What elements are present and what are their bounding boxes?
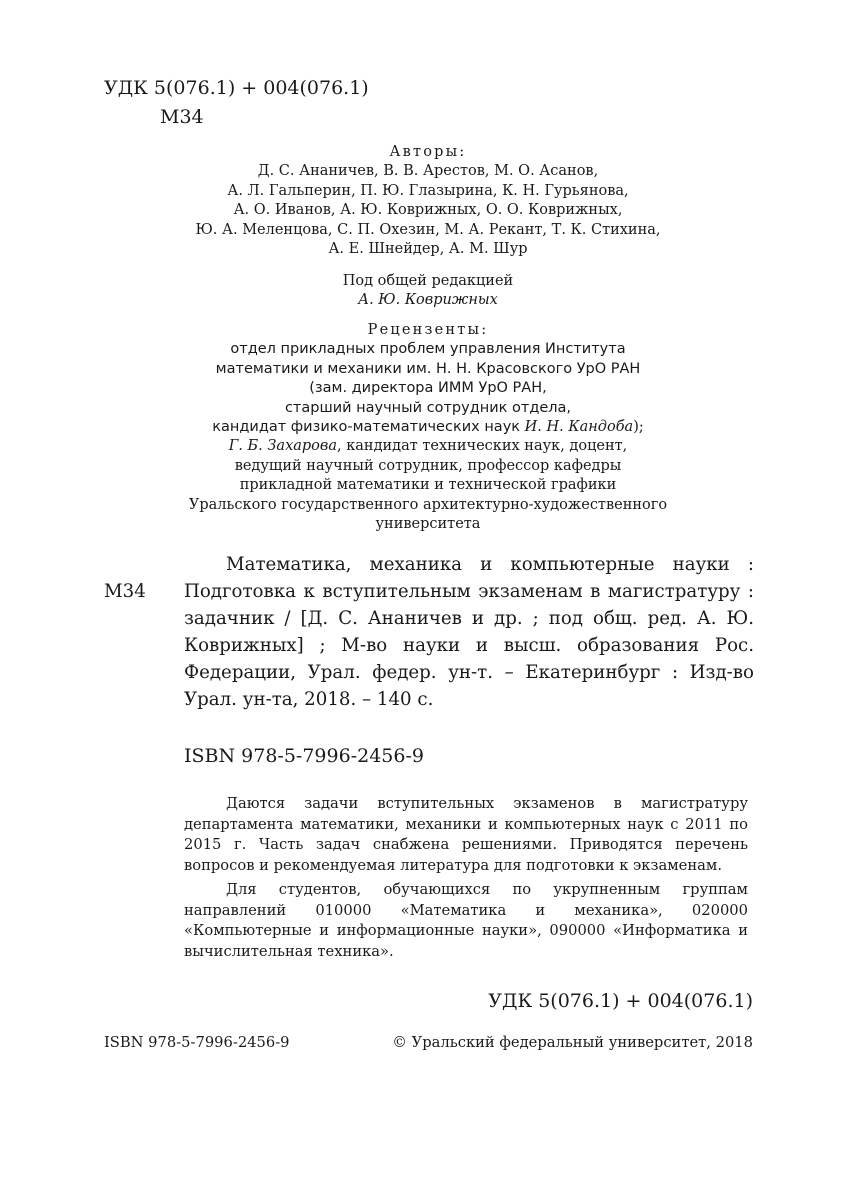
authors-line: А. О. Иванов, А. Ю. Коврижных, О. О. Коврижных,: [233, 202, 623, 219]
editor-section: [104, 272, 752, 311]
authors-line: А. Е. Шнейдер, А. М. Шур: [328, 241, 528, 258]
authors-heading: Авторы:: [389, 144, 467, 160]
reviewer-line: ведущий научный сотрудник, профессор кафедры: [234, 457, 622, 474]
bibliographic-description: [184, 551, 754, 713]
editor-name: А. Ю. Коврижных: [358, 292, 498, 309]
authors-line: А. Л. Гальперин, П. Ю. Глазырина, К. Н. Гурьянова,: [227, 182, 629, 199]
reviewer-line: отдел прикладных проблем управления Института: [230, 341, 626, 358]
udk-bottom: УДК 5(076.1) + 004(076.1): [488, 990, 753, 1012]
author-code-top: М34: [160, 106, 204, 128]
authors-line: Д. С. Ананичев, В. В. Арестов, М. О. Асанов,: [257, 163, 599, 180]
reviewer-line: университета: [375, 516, 481, 533]
reviewer-line-text: кандидат физико-математических наук: [212, 419, 525, 436]
reviewer-line-text: );: [633, 419, 644, 436]
isbn-bottom: ISBN 978-5-7996-2456-9: [104, 1034, 290, 1051]
reviewer-line: (зам. директора ИММ УрО РАН,: [309, 380, 547, 397]
reviewers-heading: Рецензенты:: [367, 322, 489, 338]
annotation: [184, 794, 748, 963]
copyright: © Уральский федеральный университет, 2018: [392, 1034, 753, 1051]
annotation-paragraph: Даются задачи вступительных экзаменов в магистратуру департамента математики, механики и компьютерных наук с 2011 по 2015 г. Часть задач снабжена решениями. Приводятся перечень вопросов и рекомендуемая литература для подготовки к экзаменам.: [184, 795, 748, 875]
udk-top: УДК 5(076.1) + 004(076.1): [104, 77, 369, 99]
reviewer-line: прикладной математики и технической графики: [239, 477, 617, 494]
biblio-text: Математика, механика и компьютерные науки : Подготовка к вступительным экзаменам в магистратуру : задачник / [Д. С. Ананичев и др. ; под общ. ред. А. Ю. Коврижных] ; М-во науки и высш. образования Рос. Федерации, Урал. федер. ун-т. – Екатеринбург : Изд-во Урал. ун-та, 2018. – 140 с.: [184, 554, 754, 710]
reviewer-line: [104, 437, 752, 456]
reviewer-name: И. Н. Кандоба: [524, 419, 634, 436]
annotation-paragraph: Для студентов, обучающихся по укрупненным группам направлений 010000 «Математика и механика», 020000 «Компьютерные и информационные науки», 090000 «Информатика и вычислительная техника».: [184, 880, 748, 960]
reviewer-line: [104, 418, 752, 437]
isbn-main: ISBN 978-5-7996-2456-9: [184, 745, 424, 767]
editor-label: Под общей редакцией: [342, 273, 514, 289]
reviewer-name: Г. Б. Захарова: [228, 438, 337, 455]
reviewer-line: старший научный сотрудник отдела,: [284, 399, 572, 416]
reviewer-line-text: , кандидат технических наук, доцент,: [337, 438, 628, 455]
reviewers-section: [104, 321, 752, 534]
reviewer-line: математики и механики им. Н. Н. Красовского УрО РАН: [215, 360, 641, 377]
author-code-left: М34: [104, 581, 146, 602]
reviewer-line: Уральского государственного архитектурно-художественного: [188, 496, 668, 513]
authors-line: Ю. А. Меленцова, С. П. Охезин, М. А. Рекант, Т. К. Стихина,: [195, 221, 661, 238]
authors-section: [104, 143, 752, 259]
